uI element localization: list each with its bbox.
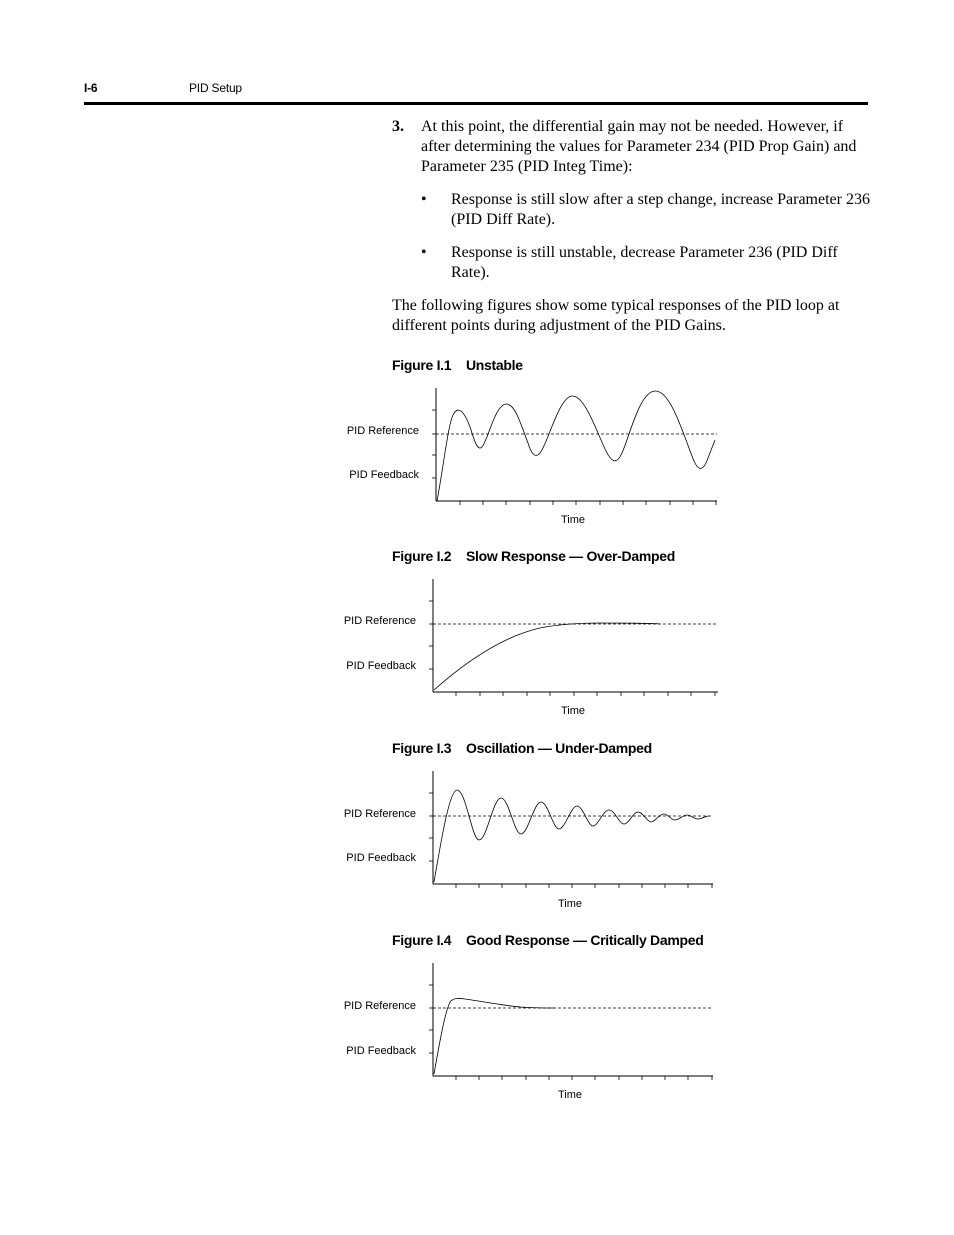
x-axis-label: Time [560, 705, 586, 717]
section-title: PID Setup [189, 81, 242, 95]
figure-title: Oscillation — Under-Damped [466, 740, 652, 756]
figure-title: Good Response — Critically Damped [466, 932, 704, 948]
y-label-reference: PID Reference [343, 1000, 416, 1012]
x-axis-label: Time [557, 1089, 583, 1101]
bullet-item: Response is still slow after a step change, increase Parameter 236 (PID Diff Rate). [451, 191, 870, 228]
y-label-feedback: PID Feedback [346, 852, 416, 864]
figure-title: Unstable [466, 357, 523, 373]
y-ticks [429, 793, 433, 861]
x-ticks [456, 692, 715, 696]
figure-number: Figure I.2 [392, 548, 452, 564]
bullet-item: Response is still unstable, decrease Parameter 236 (PID Diff Rate). [451, 244, 838, 281]
feedback-curve [437, 391, 715, 501]
y-ticks [429, 601, 433, 669]
chart-critically-damped [340, 960, 730, 1105]
chart-underdamped [340, 768, 730, 913]
figure-caption [392, 548, 675, 564]
x-axis-label: Time [560, 514, 586, 526]
chart-overdamped [340, 576, 730, 721]
figure-caption [392, 932, 704, 948]
step-number: 3. [392, 118, 404, 135]
figure-caption [392, 740, 652, 756]
y-label-reference: PID Reference [343, 615, 416, 627]
y-ticks [432, 410, 436, 478]
chart-unstable [340, 385, 730, 530]
bullet-symbol: • [421, 191, 427, 208]
page-number: I-6 [84, 81, 98, 95]
y-label-feedback: PID Feedback [349, 469, 419, 481]
feedback-curve [434, 790, 709, 882]
x-axis-label: Time [557, 898, 583, 910]
figure-title: Slow Response — Over-Damped [466, 548, 675, 564]
figure-number: Figure I.1 [392, 357, 452, 373]
y-ticks [429, 985, 433, 1053]
feedback-curve [434, 998, 555, 1074]
y-label-reference: PID Reference [346, 425, 419, 437]
x-ticks [456, 884, 712, 888]
figure-number: Figure I.3 [392, 740, 452, 756]
step-text: At this point, the differential gain may not be needed. However, if after determining the values for Parameter 234 (PID Prop Gain) and Parameter 235 (PID Integ Time): [421, 118, 857, 175]
intro-paragraph: The following figures show some typical responses of the PID loop at different points during adjustment of the PID Gains. [392, 297, 840, 334]
y-label-feedback: PID Feedback [346, 1045, 416, 1057]
bullet-symbol: • [421, 244, 427, 261]
figure-caption [392, 357, 523, 373]
feedback-curve [434, 623, 660, 690]
x-ticks [460, 501, 716, 505]
figure-number: Figure I.4 [392, 932, 452, 948]
y-label-feedback: PID Feedback [346, 660, 416, 672]
header-rule [84, 102, 868, 105]
y-label-reference: PID Reference [343, 808, 416, 820]
x-ticks [456, 1076, 712, 1080]
